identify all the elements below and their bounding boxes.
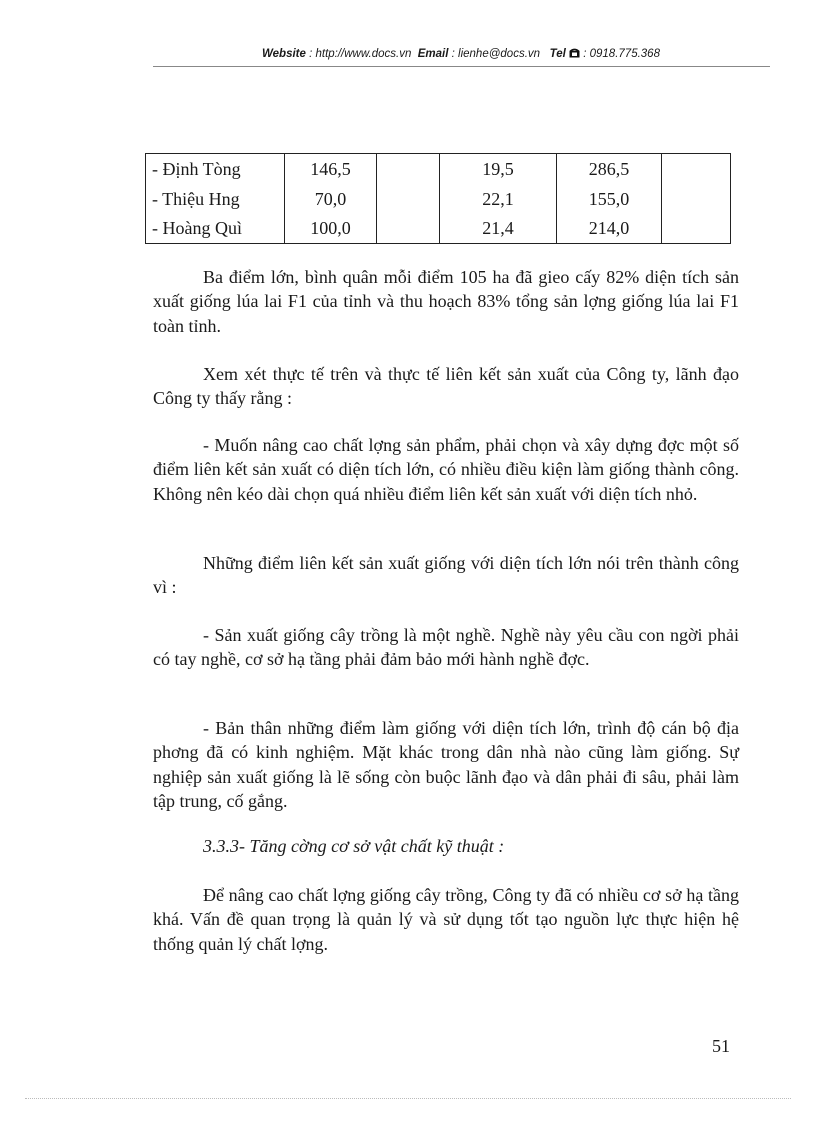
paragraph: - Muốn nâng cao chất lợng sản phẩm, phải chọn và xây dựng đợc một số điểm liên kết sản xuất có diện tích lớn, có nhiều điều kiện làm giống thành công. Không nên kéo dài chọn quá nhiều điểm liên kết sản xuất với diện tích nhỏ. [153, 435, 739, 504]
table-cell: 214,0 [557, 214, 662, 244]
table-row [146, 154, 731, 186]
table-cell-name: - Thiệu Hng [146, 185, 285, 214]
email-label: Email [417, 48, 449, 60]
table-row [146, 185, 731, 214]
table-cell [377, 185, 440, 214]
table-cell [662, 214, 731, 244]
paragraph: Xem xét thực tế trên và thực tế liên kết sản xuất của Công ty, lãnh đạo Công ty thấy rằng : [153, 364, 739, 409]
table-cell [377, 214, 440, 244]
table-cell: 100,0 [285, 214, 377, 244]
email-value[interactable]: : lienhe@docs.vn [451, 48, 541, 60]
section-heading: 3.3.3- Tăng cờng cơ sở vật chất kỹ thuật : [203, 836, 505, 856]
paragraph: - Bản thân những điểm làm giống với diện tích lớn, trình độ cán bộ địa phơng đã có kinh nghiệm. Mặt khác trong dân nhà nào cũng làm giống. Sự nghiệp sản xuất giống là lẽ sống còn buộc lãnh đạo và dân phải đi sâu, phải làm tập trung, cố gắng. [153, 718, 739, 811]
website-value[interactable]: : http://www.docs.vn [309, 48, 412, 60]
page-bottom-divider [25, 1098, 791, 1099]
paragraph: - Sản xuất giống cây trồng là một nghề. Nghề này yêu cầu con ngời phải có tay nghề, cơ sở hạ tầng phải đảm bảo mới hành nghề đợc. [153, 625, 739, 670]
data-table [145, 153, 731, 244]
table-cell: 70,0 [285, 185, 377, 214]
table-cell: 155,0 [557, 185, 662, 214]
table-cell: 21,4 [440, 214, 557, 244]
table-cell [662, 154, 731, 186]
website-label: Website [262, 48, 306, 60]
tel-value: : 0918.775.368 [583, 48, 660, 60]
phone-icon [569, 48, 580, 58]
table-row [146, 214, 731, 244]
table-cell-name: - Hoàng Quì [146, 214, 285, 244]
header-divider [153, 66, 770, 67]
tel-label: Tel [549, 48, 566, 60]
paragraph: Ba điểm lớn, bình quân mỗi điểm 105 ha đã gieo cấy 82% diện tích sản xuất giống lúa lai F1 của tỉnh và thu hoạch 83% tổng sản lợng giống lúa lai F1 toàn tỉnh. [153, 267, 739, 336]
table-cell: 22,1 [440, 185, 557, 214]
page-number: 51 [712, 1036, 730, 1056]
table-cell: 146,5 [285, 154, 377, 186]
table-cell [377, 154, 440, 186]
table-cell-name: - Định Tòng [146, 154, 285, 186]
page-header [153, 48, 769, 60]
table-cell: 19,5 [440, 154, 557, 186]
table-cell [662, 185, 731, 214]
paragraph: Để nâng cao chất lợng giống cây trồng, Công ty đã có nhiều cơ sở hạ tầng khá. Vấn đề quan trọng là quản lý và sử dụng tốt tạo nguồn lực thực hiện hệ thống quản lý chất lợng. [153, 885, 739, 954]
paragraph: Những điểm liên kết sản xuất giống với diện tích lớn nói trên thành công vì : [153, 553, 739, 598]
table-cell: 286,5 [557, 154, 662, 186]
